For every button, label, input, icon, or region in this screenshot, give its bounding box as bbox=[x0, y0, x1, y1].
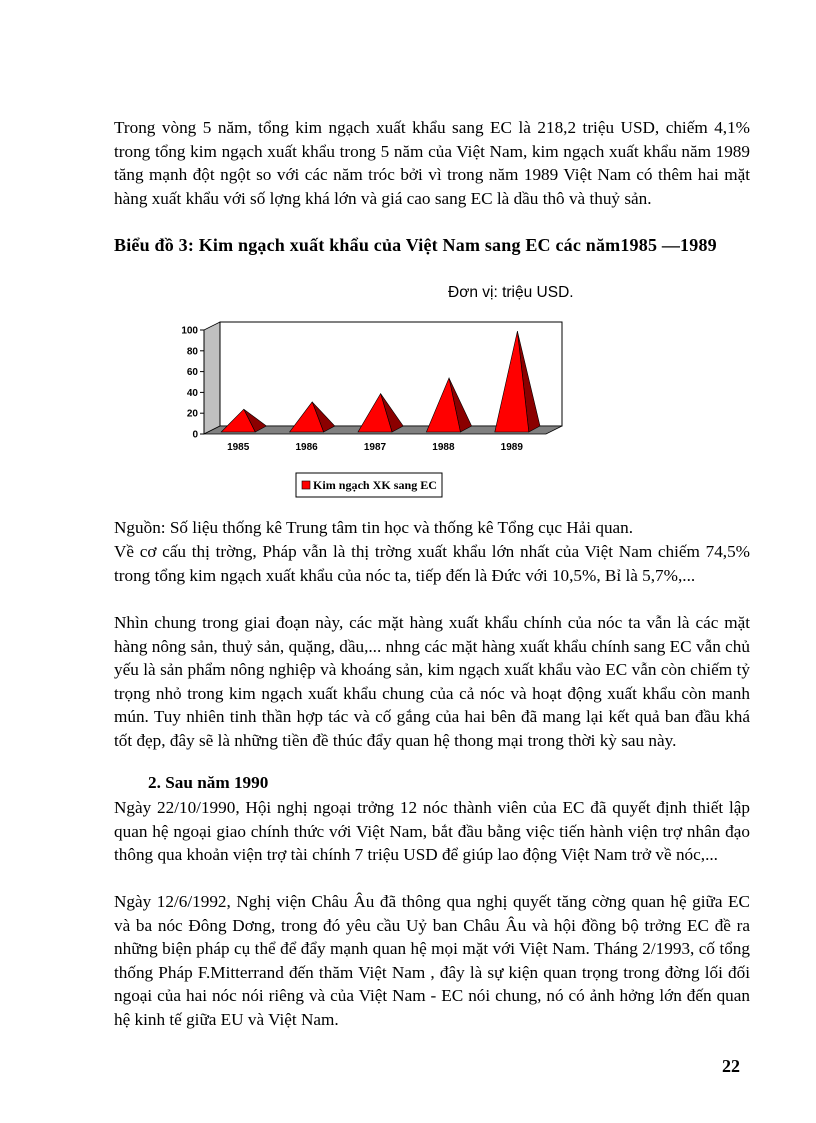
legend-label: Kim ngạch XK sang EC bbox=[313, 480, 437, 492]
chart-legend bbox=[296, 473, 442, 497]
paragraph-1990: Ngày 22/10/1990, Hội nghị ngoại trởng 12 nóc thành viên của EC đã quyết định thiết lập quan hệ ngoại giao chính thức với Việt Nam, bắt đầu bằng việc tiến hành viện trợ nhân đạo thông qua khoản viện trợ tài chính 7 triệu USD để giúp lao động Việt Nam trở về nóc,... bbox=[114, 798, 750, 865]
y-tick-label: 40 bbox=[186, 387, 198, 399]
unit-label: Đơn vị: triệu USD. bbox=[448, 284, 574, 301]
chart-title: Biểu đồ 3: Kim ngạch xuất khẩu của Việt Nam sang EC các năm1985 —1989 bbox=[114, 235, 717, 255]
export-pyramid-chart bbox=[170, 318, 590, 508]
paragraph-1992: Ngày 12/6/1992, Nghị viện Châu Âu đã thông qua nghị quyết tăng cờng quan hệ giữa EC và ba nóc Đông Dơng, trong đó yêu cầu Uỷ ban Châu Âu và hội đồng bộ trởng EC đề ra những biện pháp cụ thể để đẩy mạnh quan hệ mọi mặt với Việt Nam. Tháng 2/1993, cố tổng thống Pháp F.Mitterrand đến thăm Việt Nam , đây là sự kiện quan trọng trong đờng lối đối ngoại của hai nóc nói riêng và của Việt Nam - EC nói chung, nó có ảnh hởng lớn đến quan hệ kinh tế giữa EU và Việt Nam. bbox=[114, 892, 750, 1029]
paragraph-intro: Trong vòng 5 năm, tổng kim ngạch xuất khẩu sang EC là 218,2 triệu USD, chiếm 4,1% trong tổng kim ngạch xuất khẩu trong 5 năm của Việt Nam, kim ngạch xuất khẩu năm 1989 tăng mạnh đột ngột so với các năm tróc bởi vì trong năm 1989 Việt Nam có thêm hai mặt hàng xuất khẩu với số lợng khá lớn và giá cao sang EC là dầu thô và thuỷ sản. bbox=[114, 118, 750, 208]
y-tick-label: 20 bbox=[186, 408, 198, 420]
paragraph-overview: Nhìn chung trong giai đoạn này, các mặt hàng xuất khẩu chính của nóc ta vẫn là các mặt hàng nông sản, thuỷ sản, quặng, dầu,... nhng các mặt hàng xuất khẩu chính sang EC vẫn chủ yếu là sản phẩm nông nghiệp và khoáng sản, kim ngạch xuất khẩu vào EC vẫn còn chiếm tỷ trọng nhỏ trong kim ngạch xuất khẩu chung của cả nóc và hoạt động xuất khẩu còn manh mún. Tuy nhiên tinh thần hợp tác và cố gắng của hai bên đã mang lại kết quả ban đầu khá tốt đẹp, đây sẽ là những tiền đề thúc đẩy quan hệ thong mại trong thời kỳ sau này. bbox=[114, 613, 750, 750]
page-number: 22 bbox=[722, 1056, 740, 1076]
legend-swatch bbox=[302, 481, 310, 489]
x-tick-label: 1986 bbox=[295, 442, 318, 453]
y-tick-label: 80 bbox=[186, 346, 198, 358]
x-tick-label: 1985 bbox=[227, 442, 250, 453]
paragraph-market-structure: Về cơ cấu thị trờng, Pháp vẫn là thị trờng xuất khẩu lớn nhất của Việt Nam chiếm 74,5% trong tổng kim ngạch xuất khẩu của nóc ta, tiếp đến là Đức với 10,5%, Bỉ là 5,7%,... bbox=[114, 542, 750, 585]
source-note: Nguồn: Số liệu thống kê Trung tâm tin học và thống kê Tổng cục Hải quan. bbox=[114, 518, 634, 537]
y-tick-label: 60 bbox=[186, 367, 198, 379]
y-tick-label: 0 bbox=[192, 429, 198, 441]
x-tick-label: 1987 bbox=[363, 442, 387, 453]
chart-side-wall bbox=[204, 322, 220, 434]
y-tick-label: 100 bbox=[181, 325, 198, 337]
x-tick-label: 1988 bbox=[432, 442, 455, 453]
x-tick-label: 1989 bbox=[500, 442, 523, 453]
section-heading: 2. Sau năm 1990 bbox=[148, 773, 269, 792]
